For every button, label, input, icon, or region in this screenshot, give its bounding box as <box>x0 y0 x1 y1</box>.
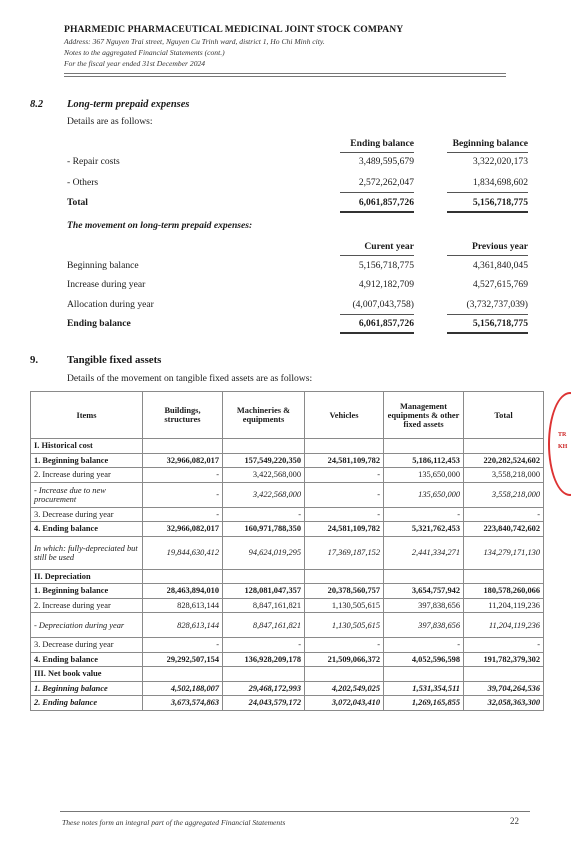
section-number-8-2: 8.2 <box>30 99 44 110</box>
table-row <box>31 522 544 537</box>
table-row <box>31 439 544 454</box>
value-cell: - <box>305 507 384 522</box>
movement-row-value: (3,732,737,039) <box>466 299 528 310</box>
value-cell: 3,072,043,410 <box>305 696 384 711</box>
value-cell <box>143 569 223 584</box>
header-divider <box>64 73 506 74</box>
footer-note: These notes form an integral part of the aggregated Financial Statements <box>62 818 286 827</box>
value-cell <box>143 667 223 682</box>
value-cell: 39,704,264,536 <box>464 681 544 696</box>
value-cell: - <box>305 468 384 483</box>
value-cell: 20,378,560,757 <box>305 584 384 599</box>
movement-title: The movement on long-term prepaid expenses: <box>67 220 253 231</box>
value-cell: 223,840,742,602 <box>464 522 544 537</box>
table-row <box>31 482 544 507</box>
prepaid-row-label: - Others <box>67 177 99 188</box>
prepaid-row-value: 1,834,698,602 <box>472 177 528 188</box>
row-label-cell: 2. Increase during year <box>31 468 143 483</box>
prepaid-row-label: - Repair costs <box>67 156 120 167</box>
row-label-cell: - Depreciation during year <box>31 613 143 638</box>
value-cell <box>384 667 464 682</box>
page-number: 22 <box>510 816 519 826</box>
row-label-cell: 3. Decrease during year <box>31 638 143 653</box>
table-row <box>31 468 544 483</box>
value-cell: - <box>305 638 384 653</box>
row-label-cell: III. Net book value <box>31 667 143 682</box>
value-cell <box>143 439 223 454</box>
movement-total-label: Ending balance <box>67 318 131 329</box>
movement-row-value: 4,527,615,769 <box>472 279 528 290</box>
value-cell: 3,673,574,863 <box>143 696 223 711</box>
movement-row-label: Beginning balance <box>67 260 139 271</box>
value-cell: 8,847,161,821 <box>223 598 305 613</box>
value-cell: - <box>143 468 223 483</box>
prepaid-total-label: Total <box>67 197 88 208</box>
row-label-cell: II. Depreciation <box>31 569 143 584</box>
value-cell: - <box>143 482 223 507</box>
row-label-cell: 2. Increase during year <box>31 598 143 613</box>
row-label-cell: 1. Beginning balance <box>31 453 143 468</box>
header-management: Management equipments & other fixed assets <box>384 392 464 439</box>
value-cell <box>464 439 544 454</box>
value-cell: 180,578,260,066 <box>464 584 544 599</box>
value-cell: 1,130,505,615 <box>305 598 384 613</box>
movement-total-value: 5,156,718,775 <box>472 318 528 329</box>
company-seal <box>548 392 571 496</box>
value-cell: 220,282,524,602 <box>464 453 544 468</box>
value-cell <box>384 569 464 584</box>
value-cell <box>223 439 305 454</box>
prepaid-row-value: 3,322,020,173 <box>472 156 528 167</box>
value-cell <box>384 439 464 454</box>
value-cell: 11,204,119,236 <box>464 598 544 613</box>
table-row <box>31 569 544 584</box>
value-cell <box>223 569 305 584</box>
row-label-cell: In which: fully-depreciated but still be used <box>31 536 143 569</box>
row-label-cell: 1. Beginning balance <box>31 681 143 696</box>
value-cell: 828,613,144 <box>143 598 223 613</box>
value-cell <box>223 667 305 682</box>
value-cell: 160,971,788,350 <box>223 522 305 537</box>
value-cell <box>305 667 384 682</box>
value-cell: 32,966,082,017 <box>143 522 223 537</box>
value-cell <box>305 439 384 454</box>
section-intro-tangible: Details of the movement on tangible fixed assets are as follows: <box>67 373 313 384</box>
value-cell: 135,650,000 <box>384 482 464 507</box>
value-cell: 17,369,187,152 <box>305 536 384 569</box>
value-cell: 828,613,144 <box>143 613 223 638</box>
prepaid-total-value: 5,156,718,775 <box>472 197 528 208</box>
value-cell: 4,202,549,025 <box>305 681 384 696</box>
value-cell: - <box>143 638 223 653</box>
table-row <box>31 667 544 682</box>
table-row <box>31 652 544 667</box>
value-cell: 24,581,109,782 <box>305 453 384 468</box>
value-cell: 191,782,379,302 <box>464 652 544 667</box>
movement-total-value: 6,061,857,726 <box>358 318 414 329</box>
value-cell: - <box>464 507 544 522</box>
value-cell: 1,130,505,615 <box>305 613 384 638</box>
value-cell: - <box>143 507 223 522</box>
col-current-year: Curent year <box>364 241 414 252</box>
header-total: Total <box>464 392 544 439</box>
prepaid-row-value: 2,572,262,047 <box>358 177 414 188</box>
col-beginning-balance: Beginning balance <box>452 138 528 149</box>
header-buildings: Buildings, structures <box>143 392 223 439</box>
col-previous-year: Previous year <box>471 241 528 252</box>
value-cell: 3,558,218,000 <box>464 482 544 507</box>
value-cell <box>464 667 544 682</box>
value-cell: 3,654,757,942 <box>384 584 464 599</box>
value-cell: 2,441,334,271 <box>384 536 464 569</box>
value-cell: 19,844,630,412 <box>143 536 223 569</box>
value-cell: 8,847,161,821 <box>223 613 305 638</box>
value-cell: 32,058,363,300 <box>464 696 544 711</box>
value-cell: 94,624,019,295 <box>223 536 305 569</box>
row-label-cell: 1. Beginning balance <box>31 584 143 599</box>
table-row <box>31 536 544 569</box>
value-cell: 3,558,218,000 <box>464 468 544 483</box>
value-cell: 136,928,209,178 <box>223 652 305 667</box>
row-label-cell: I. Historical cost <box>31 439 143 454</box>
value-cell: - <box>305 482 384 507</box>
value-cell: 21,509,066,372 <box>305 652 384 667</box>
row-label-cell: 4. Ending balance <box>31 522 143 537</box>
value-cell: - <box>223 638 305 653</box>
value-cell: 4,502,188,007 <box>143 681 223 696</box>
value-cell: 24,581,109,782 <box>305 522 384 537</box>
value-cell: 3,422,568,000 <box>223 482 305 507</box>
value-cell: 11,204,119,236 <box>464 613 544 638</box>
company-address: Address: 367 Nguyen Trai street, Nguyen Cu Trinh ward, district 1, Ho Chi Minh city. <box>64 37 325 46</box>
value-cell: 397,838,656 <box>384 613 464 638</box>
table-header-row <box>31 392 544 439</box>
value-cell: 157,549,220,350 <box>223 453 305 468</box>
row-label-cell: - Increase due to new procurement <box>31 482 143 507</box>
value-cell: 32,966,082,017 <box>143 453 223 468</box>
section-title-prepaid: Long-term prepaid expenses <box>67 99 190 110</box>
seal-text: TR <box>558 432 567 438</box>
value-cell <box>464 569 544 584</box>
movement-row-value: 5,156,718,775 <box>358 260 414 271</box>
value-cell: 29,468,172,993 <box>223 681 305 696</box>
value-cell: 135,650,000 <box>384 468 464 483</box>
value-cell: 5,186,112,453 <box>384 453 464 468</box>
movement-row-label: Increase during year <box>67 279 146 290</box>
seal-text: KH <box>558 444 568 450</box>
row-label-cell: 2. Ending balance <box>31 696 143 711</box>
table-row <box>31 638 544 653</box>
section-number-9: 9. <box>30 354 39 366</box>
header-machineries: Machineries & equipments <box>223 392 305 439</box>
value-cell: 28,463,894,010 <box>143 584 223 599</box>
value-cell: - <box>464 638 544 653</box>
value-cell: 5,321,762,453 <box>384 522 464 537</box>
movement-row-value: (4,007,043,758) <box>352 299 414 310</box>
value-cell: 3,422,568,000 <box>223 468 305 483</box>
prepaid-total-value: 6,061,857,726 <box>358 197 414 208</box>
table-row <box>31 507 544 522</box>
movement-row-value: 4,361,840,045 <box>472 260 528 271</box>
movement-row-label: Allocation during year <box>67 299 154 310</box>
table-row <box>31 453 544 468</box>
header-vehicles: Vehicles <box>305 392 384 439</box>
value-cell: - <box>223 507 305 522</box>
row-label-cell: 3. Decrease during year <box>31 507 143 522</box>
section-intro-prepaid: Details are as follows: <box>67 116 153 127</box>
value-cell: 24,043,579,172 <box>223 696 305 711</box>
section-title-tangible: Tangible fixed assets <box>67 354 162 366</box>
table-row <box>31 613 544 638</box>
value-cell: 4,052,596,598 <box>384 652 464 667</box>
value-cell: - <box>384 507 464 522</box>
table-row <box>31 584 544 599</box>
movement-row-value: 4,912,182,709 <box>358 279 414 290</box>
table-row <box>31 598 544 613</box>
value-cell: 1,269,165,855 <box>384 696 464 711</box>
prepaid-row-value: 3,489,595,679 <box>358 156 414 167</box>
table-row <box>31 681 544 696</box>
company-name: PHARMEDIC PHARMACEUTICAL MEDICINAL JOINT STOCK COMPANY <box>64 24 404 35</box>
value-cell: - <box>384 638 464 653</box>
notes-subtitle: Notes to the aggregated Financial Statements (cont.) <box>64 48 225 57</box>
fiscal-period: For the fiscal year ended 31st December 2024 <box>64 59 206 68</box>
value-cell: 29,292,507,154 <box>143 652 223 667</box>
tangible-assets-table <box>30 391 544 711</box>
table-row <box>31 696 544 711</box>
col-ending-balance: Ending balance <box>350 138 414 149</box>
value-cell: 1,531,354,511 <box>384 681 464 696</box>
value-cell: 134,279,171,130 <box>464 536 544 569</box>
value-cell: 128,081,047,357 <box>223 584 305 599</box>
value-cell: 397,838,656 <box>384 598 464 613</box>
footer-divider <box>60 811 530 812</box>
value-cell <box>305 569 384 584</box>
row-label-cell: 4. Ending balance <box>31 652 143 667</box>
header-items: Items <box>31 392 143 439</box>
